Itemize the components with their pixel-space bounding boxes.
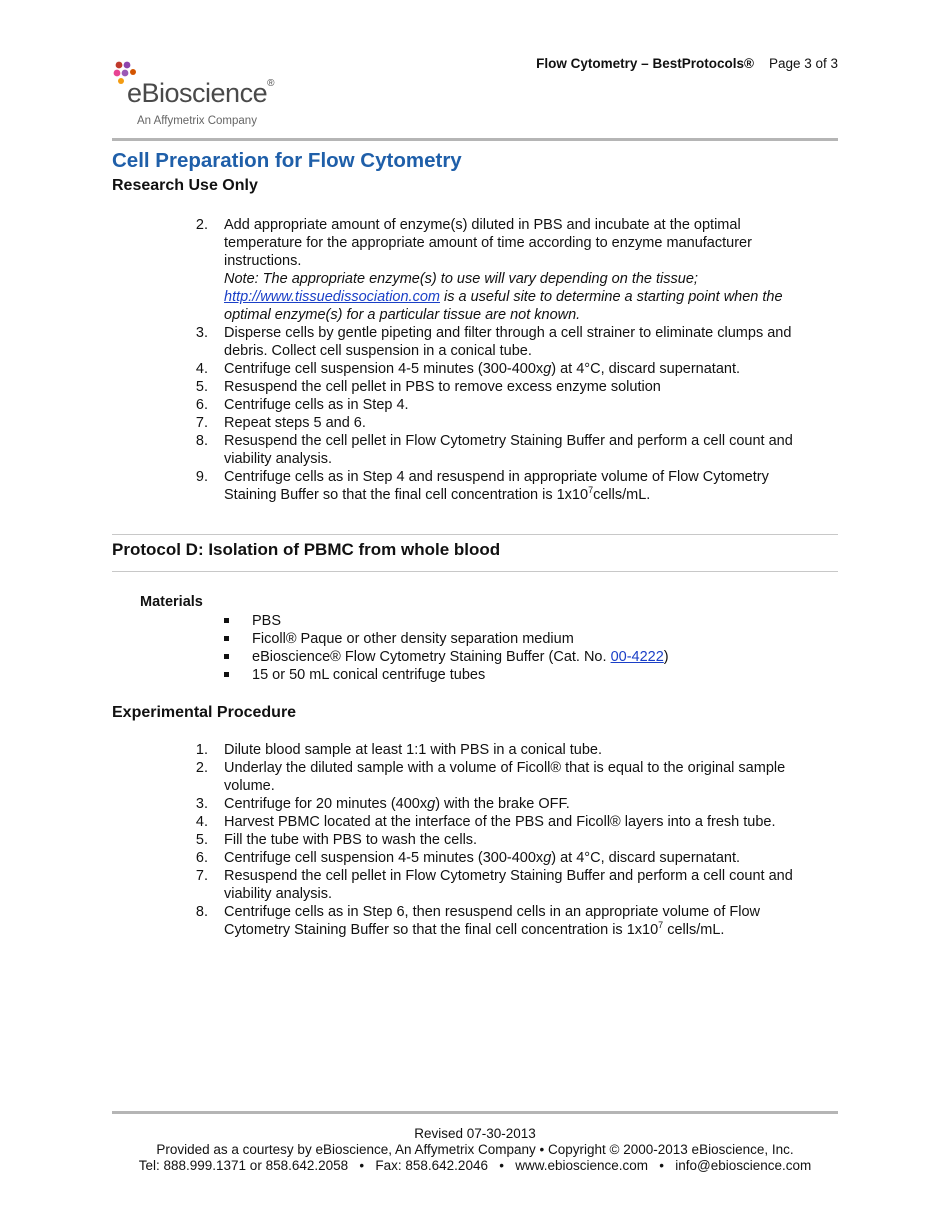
list-item: 5. Resuspend the cell pellet in PBS to remove excess enzyme solution: [195, 379, 661, 395]
page-title: Cell Preparation for Flow Cytometry: [112, 149, 462, 172]
list-item: 7. Resuspend the cell pellet in Flow Cytometry Staining Buffer and perform a cell count and viability analysis.: [195, 868, 793, 902]
list-item: Ficoll® Paque or other density separation medium: [224, 630, 834, 648]
materials-label: Materials: [140, 594, 203, 610]
footer-courtesy: Provided as a courtesy by eBioscience, An Affymetrix Company • Copyright © 2000-2013 eBioscience, Inc.: [156, 1142, 794, 1157]
section-divider: [112, 571, 838, 572]
logo-dot: [122, 70, 129, 77]
list-item: 4. Centrifuge cell suspension 4-5 minutes (300-400xg) at 4°C, discard supernatant.: [195, 361, 741, 377]
page-number: Page 3 of 3: [768, 56, 838, 71]
logo-dot: [124, 62, 131, 69]
logo-dot: [130, 69, 136, 75]
logo-dot: [116, 62, 123, 69]
list-item: 3. Disperse cells by gentle pipeting and filter through a cell strainer to eliminate clumps and debris. Collect cell suspension in a conical tube.: [195, 325, 792, 359]
list-item: 5. Fill the tube with PBS to wash the cells.: [195, 832, 478, 848]
list-item: 6. Centrifuge cells as in Step 4.: [195, 397, 409, 413]
list-item: PBS: [224, 612, 834, 630]
page-header: [470, 56, 838, 71]
logo-dot: [114, 70, 121, 77]
list-item: 1. Dilute blood sample at least 1:1 with PBS in a conical tube.: [195, 742, 603, 758]
list-item: 7. Repeat steps 5 and 6.: [195, 415, 366, 431]
list-item: 4. Harvest PBMC located at the interface of the PBS and Ficoll® layers into a fresh tube.: [195, 814, 776, 830]
list-item: 6. Centrifuge cell suspension 4-5 minutes (300-400xg) at 4°C, discard supernatant.: [195, 850, 741, 866]
footer-divider: [112, 1111, 838, 1114]
logo-wordmark: eBioscience®: [127, 78, 274, 108]
list-item: eBioscience® Flow Cytometry Staining Buffer (Cat. No. 00-4222): [224, 648, 834, 666]
document-title: Flow Cytometry – BestProtocols®: [536, 56, 754, 71]
catalog-number-link[interactable]: 00-4222: [610, 649, 664, 665]
list-item: 2. Add appropriate amount of enzyme(s) diluted in PBS and incubate at the optimal temperature for the appropriate amount of time according to enzyme manufacturer instructions.: [195, 217, 752, 269]
logo-dot: [118, 78, 124, 84]
tissuedissociation-link[interactable]: http://www.tissuedissociation.com: [224, 289, 440, 305]
list-item: 8. Resuspend the cell pellet in Flow Cytometry Staining Buffer and perform a cell count and viability analysis.: [195, 433, 793, 467]
page-subtitle: Research Use Only: [112, 177, 258, 194]
header-divider: [112, 138, 838, 141]
list-item: 8. Centrifuge cells as in Step 6, then resuspend cells in an appropriate volume of Flow Cytometry Staining Buffer so that the final cell concentration is $1x10^7$ cells/mL.: [195, 904, 760, 938]
logo-tagline: An Affymetrix Company: [137, 115, 257, 127]
section-divider: [112, 534, 838, 535]
list-item: 2. Underlay the diluted sample with a volume of Ficoll® that is equal to the original sample volume.: [195, 760, 786, 794]
list-item: 9. Centrifuge cells as in Step 4 and resuspend in appropriate volume of Flow Cytometry Staining Buffer so that the final cell concentration is $1x10^7cells/mL$.: [195, 469, 769, 503]
protocol-d-heading: Protocol D: Isolation of PBMC from whole blood: [112, 540, 501, 559]
list-item: 3. Centrifuge for 20 minutes (400xg) with the brake OFF.: [195, 796, 570, 812]
footer-contact: Tel: 888.999.1371 or 858.642.2058 • Fax: 858.642.2046 • www.ebioscience.com • info@ebioscience.com: [138, 1158, 812, 1173]
procedure-heading: Experimental Procedure: [112, 704, 297, 721]
list-item: 15 or 50 mL conical centrifuge tubes: [224, 666, 834, 684]
footer-revised: Revised 07-30-2013: [414, 1126, 536, 1141]
ebioscience-logo: [113, 60, 343, 132]
note-paragraph: Note: The appropriate enzyme(s) to use will vary depending on the tissue; http://www.tissuedissociation.com is a useful site to determine a starting point when the optimal enzyme(s) for a particular tissue are not known.: [224, 271, 783, 323]
